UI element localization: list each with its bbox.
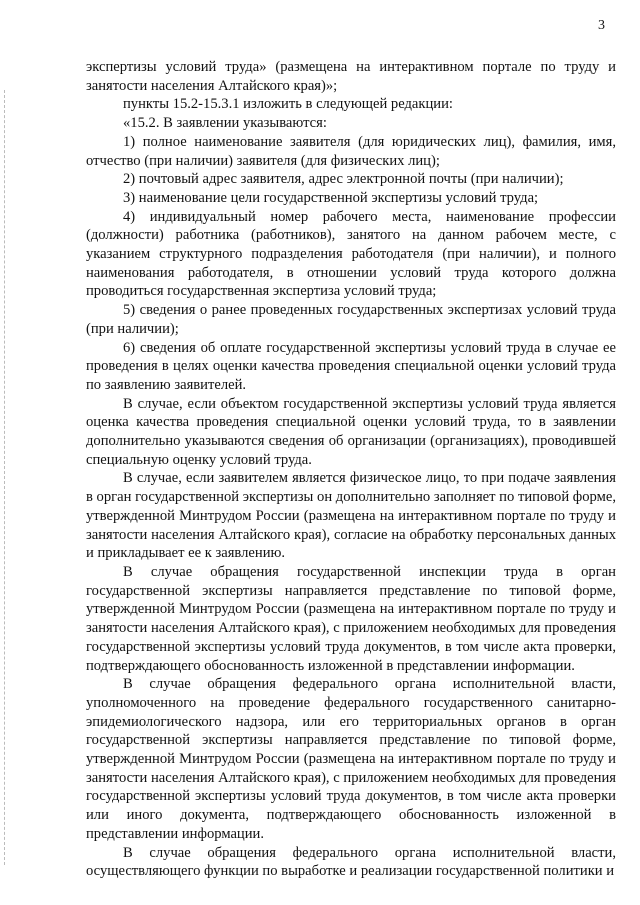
paragraph: экспертизы условий труда» (размещена на интерактивном портале по труду и занятости населения Алтайского края)»; (86, 59, 616, 94)
paragraph: В случае обращения федерального органа исполнительной власти, уполномоченного на проведение федерального государственного санитарно-эпидемиологического надзора, или его территориальных органов в орган государственной экспертизы направляется представление по типовой форме, утвержденной Минтрудом России (размещена на интерактивном портале по труду и занятости населения Алтайского края), с приложением необходимых для проведения государственной экспертизы условий труда документов, в том числе акта проверки или иного документа, подтверждающего обоснованность изложенной в представлении информации. (86, 676, 616, 842)
paragraph: 4) индивидуальный номер рабочего места, наименование профессии (должности) работника (работников), занятого на данном рабочем месте, с указанием структурного подразделения работодателя (при наличии), и полного наименования работодателя, в отношении условий труда которого должна проводиться государственная экспертиза условий труда; (86, 208, 616, 300)
paragraph: В случае обращения государственной инспекции труда в орган государственной экспертизы направляется представление по типовой форме, утвержденной Минтрудом России (размещена на интерактивном портале по труду и занятости населения Алтайского края), с приложением необходимых для проведения государственной экспертизы условий труда документов, в том числе акта проверки, подтверждающего обоснованность изложенной в представлении информации. (86, 563, 616, 674)
binding-margin-line (4, 90, 5, 865)
paragraph: 1) полное наименование заявителя (для юридических лиц), фамилия, имя, отчество (при наличии) заявителя (для физических лиц); (86, 133, 616, 169)
paragraph: 5) сведения о ранее проведенных государственных экспертизах условий труда (при наличии); (86, 302, 616, 337)
paragraph: 6) сведения об оплате государственной экспертизы условий труда в случае ее проведения в целях оценки качества проведения специальной оценки условий труда по заявлению заявителей. (86, 339, 616, 393)
document-body (86, 58, 616, 881)
paragraph: В случае, если объектом государственной экспертизы условий труда является оценка качества проведения специальной оценки условий труда, то в заявлении дополнительно указываются сведения об организации (организациях), проводившей специальную оценку условий труда. (86, 395, 616, 468)
paragraph: В случае обращения федерального органа исполнительной власти, осуществляющего функции по выработке и реализации государственной политики и (86, 844, 616, 880)
paragraph: пункты 15.2-15.3.1 изложить в следующей редакции: (123, 96, 453, 113)
page-number: 3 (598, 18, 605, 33)
paragraph: «15.2. В заявлении указываются: (123, 115, 327, 132)
paragraph: В случае, если заявителем является физическое лицо, то при подаче заявления в орган государственной экспертизы он дополнительно заполняет по типовой форме, утвержденной Минтрудом России (размещена на интерактивном портале по труду и занятости населения Алтайского края), согласие на обработку персональных данных и прикладывает ее к заявлению. (86, 470, 616, 562)
paragraph: 2) почтовый адрес заявителя, адрес электронной почты (при наличии); (123, 171, 564, 188)
paragraph: 3) наименование цели государственной экспертизы условий труда; (123, 189, 539, 206)
